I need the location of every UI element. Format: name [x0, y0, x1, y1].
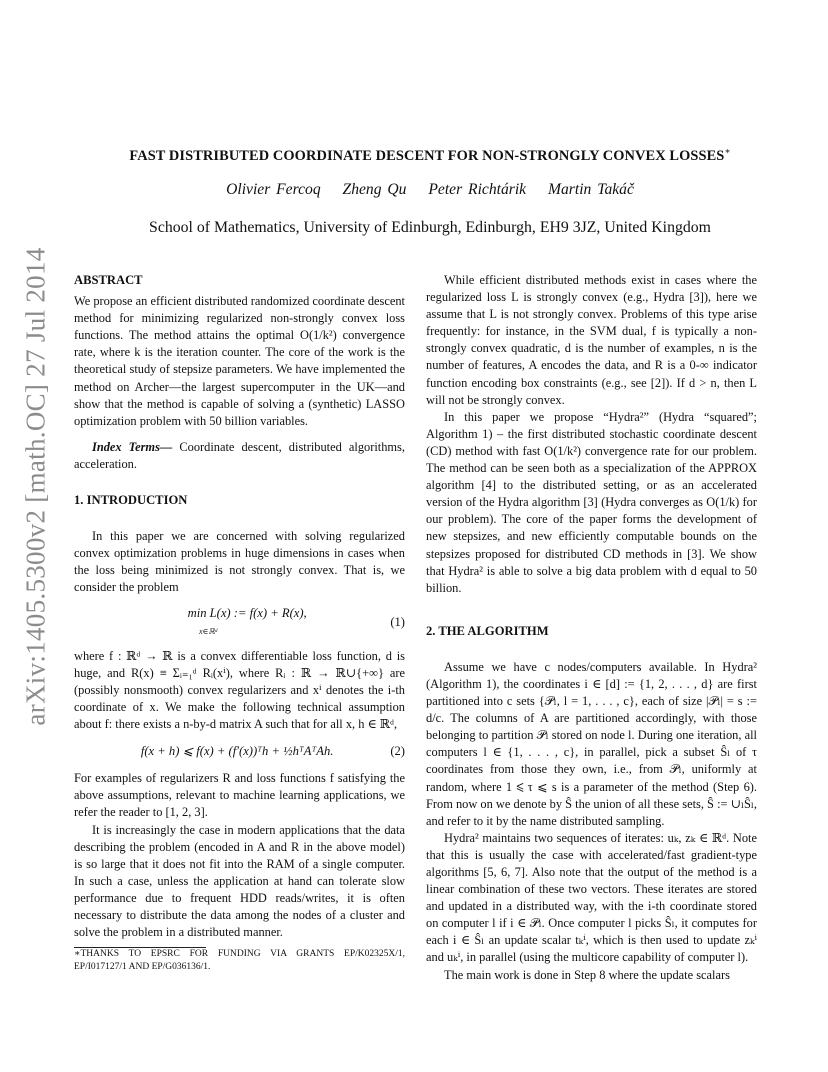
- intro-paragraph-2: where f : ℝᵈ → ℝ is a convex differentiable loss function, d is huge, and R(x) ≡ Σᵢ₌₁ᵈ Rᵢ(xⁱ), where Rᵢ : ℝ → ℝ∪{+∞} are (possibly nonsmooth) convex regularizers and xⁱ denotes the i-th coordinate of x. We make the following technical assumption about f: there exists a n-by-d matrix A such that for all x, h ∈ ℝᵈ,: [74, 648, 405, 732]
- affiliation: School of Mathematics, University of Edinburgh, Edinburgh, EH9 3JZ, United Kingdom: [149, 219, 711, 236]
- right-paragraph-1: While efficient distributed methods exist in cases where the regularized loss L is strongly convex (e.g., Hydra [3]), here we assume that L is not strongly convex. Problems of this type arise frequently: for instance, in the SVM dual, f is typically a non-strongly convex quadratic, d is the number of examples, n is the number of features, A encodes the data, and R is a 0-∞ indicator function encoding box constraints (e.g., see [2]). If d > n, then L will not be strongly convex.: [426, 273, 757, 407]
- author-name: Martin Takáč: [548, 181, 634, 198]
- equation-1-number: (1): [390, 614, 405, 629]
- author-name: Olivier Fercoq: [226, 181, 321, 198]
- right-column: [426, 272, 757, 984]
- abstract-heading: ABSTRACT: [74, 273, 143, 287]
- equation-2: [74, 743, 405, 760]
- author-name: Zheng Qu: [342, 181, 407, 198]
- introduction-heading: 1. INTRODUCTION: [74, 493, 188, 508]
- paper-title-text: FAST DISTRIBUTED COORDINATE DESCENT FOR NON-STRONGLY CONVEX LOSSES: [129, 147, 725, 164]
- intro-paragraph-1: In this paper we are concerned with solving regularized convex optimization problems in huge dimensions in cases when the loss being minimized is not strongly convex. That is, we consider the problem: [74, 529, 405, 595]
- equation-1-body: min L(x) := f(x) + R(x),: [187, 605, 307, 620]
- intro-paragraph-3: For examples of regularizers R and loss functions f satisfying the above assumptions, relevant to machine learning applications, we refer the reader to [1, 2, 3].: [74, 771, 405, 820]
- arxiv-sidebar-stamp: [14, 246, 58, 726]
- equation-2-body: f(x + h) ⩽ f(x) + (f′(x))ᵀh + ½hᵀAᵀAh.: [140, 744, 334, 759]
- right-paragraph-2: In this paper we propose “Hydra²” (Hydra “squared”; Algorithm 1) – the first distributed stochastic coordinate descent (CD) method with fast O(1/k²) convergence rate for our problem. The method can be seen both as a specialization of the APPROX algorithm [4] to the distributed setting, or as an accelerated version of the Hydra algorithm [3] (Hydra converges as O(1/k) for our problem). The core of the paper forms the development of new stepsizes, and new efficiently computable bounds on the stepsizes proposed for distributed CD methods in [3]. We show that Hydra² is able to solve a big data problem with d equal to 50 billion.: [426, 409, 757, 595]
- intro-paragraph-4: It is increasingly the case in modern applications that the data describing the problem (encoded in A and R in the above model) is so large that it does not fit into the RAM of a single computer. In such a case, unless the application at hand can tolerate slow performance due to frequent HDD reads/writes, it is often necessary to distribute the data among the nodes of a cluster and solve the problem in a distributed manner.: [74, 822, 405, 940]
- author-list: [60, 181, 800, 199]
- algorithm-paragraph-2: Hydra² maintains two sequences of iterates: uₖ, zₖ ∈ ℝᵈ. Note that this is usually the case with accelerated/fast gradient-type algorithms [5, 6, 7]. Also note that the output of the method is a linear combination of these two vectors. These iterates are stored and updated in a distributed way, with the i-th coordinate stored on computer l if i ∈ 𝒫ₗ. Once computer l picks Ŝₗ, it computes for each i ∈ Ŝₗ an update scalar tₖⁱ, which is then used to update zₖⁱ and uₖⁱ, in parallel (using the multicore capability of computer l).: [426, 830, 757, 965]
- algorithm-heading: 2. THE ALGORITHM: [426, 623, 549, 638]
- title-footnote-mark: ∗: [724, 146, 731, 156]
- index-terms-label: Index Terms—: [92, 439, 173, 454]
- footnote-funding: ∗THANKS TO EPSRC FOR FUNDING VIA GRANTS EP/K02325X/1, EP/I017127/1 AND EP/G036136/1.: [74, 949, 405, 972]
- index-terms-text: Coordinate descent, distributed algorithms, acceleration.: [74, 439, 405, 471]
- equation-1: [74, 605, 405, 640]
- equation-1-subscript: x∈ℝᵈ: [199, 626, 218, 636]
- algorithm-paragraph-3: The main work is done in Step 8 where the update scalars: [444, 967, 730, 982]
- arxiv-identifier: arXiv:1405.5300v2 [math.OC] 27 Jul 2014: [20, 246, 51, 726]
- equation-2-number: (2): [390, 744, 405, 759]
- left-column: [74, 272, 405, 973]
- abstract-text: We propose an efficient distributed randomized coordinate descent method for minimizing regularized non-strongly convex loss functions. The method attains the optimal O(1/k²) convergence rate, where k is the iteration counter. The core of the work is the theoretical study of stepsize parameters. We have implemented the method on Archer—the largest supercomputer in the UK—and show that the method is capable of solving a (synthetic) LASSO optimization problem with 50 billion variables.: [74, 294, 405, 428]
- algorithm-paragraph-1: Assume we have c nodes/computers available. In Hydra² (Algorithm 1), the coordinates i ∈ [d] := {1, 2, . . . , d} are first partitioned into c sets {𝒫ₗ, l = 1, . . . , c}, each of size |𝒫ₗ| = s := d/c. The columns of A are partitioned accordingly, with those belonging to partition 𝒫ₗ stored on node l. During one iteration, all computers l ∈ {1, . . . , c}, in parallel, pick a subset Ŝₗ of τ coordinates from those they own, i.e., from 𝒫ₗ, uniformly at random, where 1 ⩽ τ ⩽ s is a parameter of the method (Step 6). From now on we denote by Ŝ the union of all these sets, Ŝ := ∪ₗŜₗ, and refer to it by the name distributed sampling.: [426, 659, 757, 828]
- author-name: Peter Richtárik: [428, 181, 527, 198]
- paper-title: [60, 146, 800, 165]
- index-terms: [74, 439, 405, 473]
